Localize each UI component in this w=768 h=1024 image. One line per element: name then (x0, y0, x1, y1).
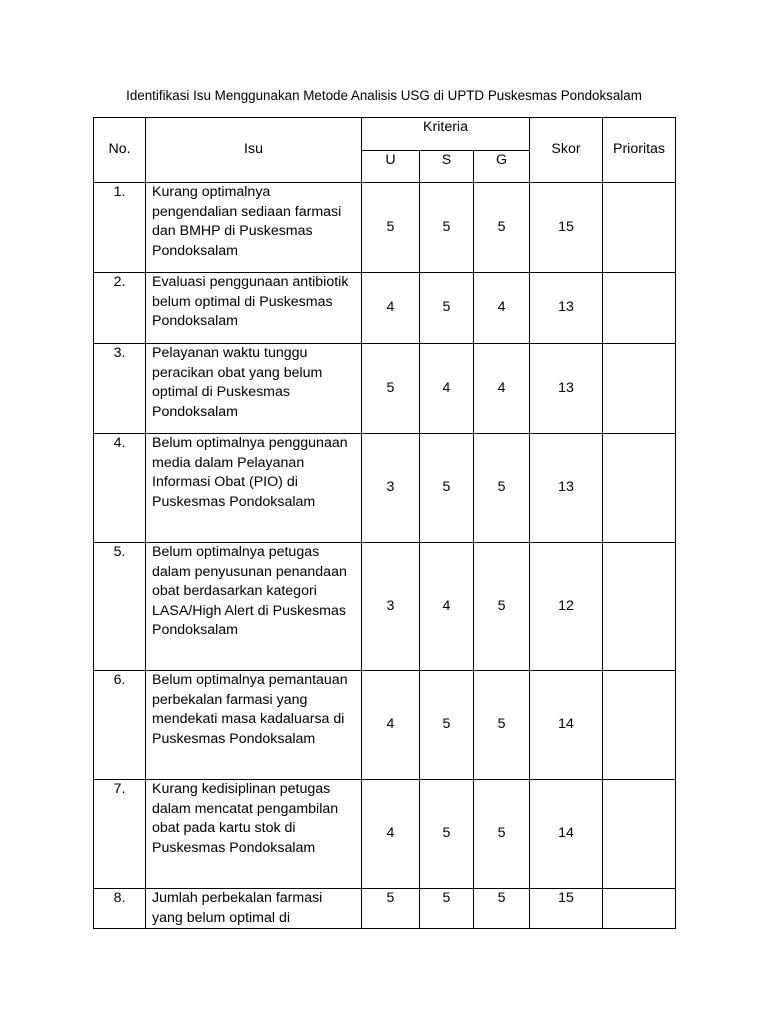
row-u-score: 4 (362, 671, 420, 780)
row-number: 2. (94, 273, 146, 344)
row-isu: Belum optimalnya petugas dalam penyusunan penandaan obat berdasarkan kategori LASA/High Alert di Puskesmas Pondoksalam (146, 543, 362, 671)
header-prioritas: Prioritas (603, 118, 676, 183)
row-number: 4. (94, 434, 146, 543)
table-row (94, 273, 676, 344)
table-row (94, 344, 676, 434)
row-isu: Kurang optimalnya pengendalian sediaan farmasi dan BMHP di Puskesmas Pondoksalam (146, 183, 362, 273)
row-number: 8. (94, 889, 146, 929)
row-s-score: 5 (420, 889, 474, 929)
table-row (94, 671, 676, 780)
table-row (94, 543, 676, 671)
table-row (94, 434, 676, 543)
header-skor: Skor (530, 118, 603, 183)
header-g: G (474, 151, 530, 183)
header-isu: Isu (146, 118, 362, 183)
row-s-score: 4 (420, 543, 474, 671)
row-isu: Belum optimalnya penggunaan media dalam Pelayanan Informasi Obat (PIO) di Puskesmas Pondoksalam (146, 434, 362, 543)
table-row (94, 183, 676, 273)
table-row (94, 780, 676, 889)
row-prioritas (603, 889, 676, 929)
row-u-score: 5 (362, 183, 420, 273)
row-s-score: 5 (420, 183, 474, 273)
row-prioritas (603, 780, 676, 889)
row-u-score: 5 (362, 344, 420, 434)
row-s-score: 4 (420, 344, 474, 434)
row-prioritas (603, 434, 676, 543)
row-skor: 12 (530, 543, 603, 671)
row-isu: Kurang kedisiplinan petugas dalam mencatat pengambilan obat pada kartu stok di Puskesmas Pondoksalam (146, 780, 362, 889)
row-number: 5. (94, 543, 146, 671)
header-kriteria: Kriteria (362, 118, 530, 151)
row-prioritas (603, 183, 676, 273)
row-number: 1. (94, 183, 146, 273)
header-no: No. (94, 118, 146, 183)
row-g-score: 5 (474, 780, 530, 889)
row-s-score: 5 (420, 780, 474, 889)
usg-analysis-table (93, 117, 676, 929)
row-number: 3. (94, 344, 146, 434)
header-u: U (362, 151, 420, 183)
row-s-score: 5 (420, 434, 474, 543)
header-s: S (420, 151, 474, 183)
table-header-row (94, 118, 676, 151)
row-isu: Belum optimalnya pemantauan perbekalan farmasi yang mendekati masa kadaluarsa di Puskesmas Pondoksalam (146, 671, 362, 780)
row-u-score: 3 (362, 434, 420, 543)
row-prioritas (603, 344, 676, 434)
row-g-score: 5 (474, 183, 530, 273)
row-skor: 15 (530, 183, 603, 273)
row-number: 7. (94, 780, 146, 889)
row-skor: 14 (530, 780, 603, 889)
table-row (94, 889, 676, 929)
row-s-score: 5 (420, 273, 474, 344)
row-g-score: 4 (474, 344, 530, 434)
row-isu: Pelayanan waktu tunggu peracikan obat yang belum optimal di Puskesmas Pondoksalam (146, 344, 362, 434)
row-u-score: 3 (362, 543, 420, 671)
row-skor: 13 (530, 273, 603, 344)
row-u-score: 5 (362, 889, 420, 929)
row-u-score: 4 (362, 273, 420, 344)
row-skor: 13 (530, 344, 603, 434)
row-isu: Evaluasi penggunaan antibiotik belum optimal di Puskesmas Pondoksalam (146, 273, 362, 344)
row-isu: Jumlah perbekalan farmasi yang belum optimal di (146, 889, 362, 929)
row-g-score: 5 (474, 543, 530, 671)
row-g-score: 5 (474, 671, 530, 780)
row-g-score: 5 (474, 889, 530, 929)
row-number: 6. (94, 671, 146, 780)
row-u-score: 4 (362, 780, 420, 889)
row-skor: 13 (530, 434, 603, 543)
row-g-score: 4 (474, 273, 530, 344)
row-prioritas (603, 671, 676, 780)
row-g-score: 5 (474, 434, 530, 543)
row-prioritas (603, 273, 676, 344)
row-skor: 14 (530, 671, 603, 780)
row-skor: 15 (530, 889, 603, 929)
row-s-score: 5 (420, 671, 474, 780)
document-title: Identifikasi Isu Menggunakan Metode Analisis USG di UPTD Puskesmas Pondoksalam (126, 88, 642, 103)
row-prioritas (603, 543, 676, 671)
